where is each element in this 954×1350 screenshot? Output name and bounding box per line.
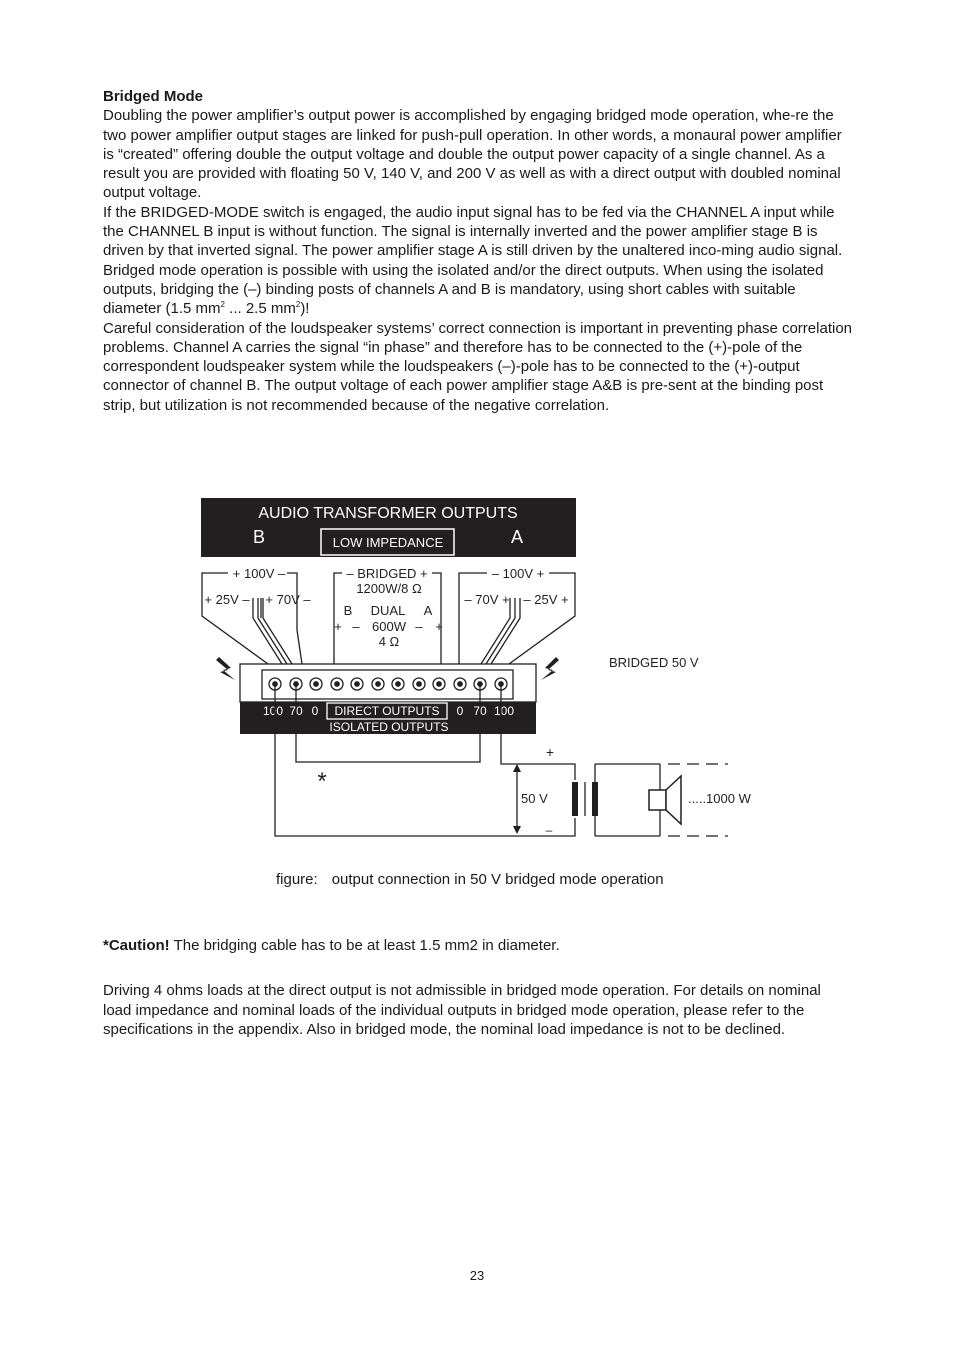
closing-paragraph: Driving 4 ohms loads at the direct output is not admissible in bridged mode operation. For details on nominal load impedance and nominal loads of the individual outputs in bridged mode operation, please refer to the specifications in the appendix. Also in bridged mode, the nominal load impedance is not to be declined.	[103, 982, 821, 1038]
header-b: B	[253, 527, 266, 547]
caution-note	[103, 937, 560, 954]
voltage-arrow-top	[513, 764, 521, 772]
dual-minus-left: –	[352, 619, 360, 634]
term-right-70: 70	[473, 704, 487, 718]
dual-minus-right: –	[415, 619, 423, 634]
header-a: A	[511, 527, 524, 547]
speaker-cone-icon	[666, 776, 681, 824]
paragraph-1: Doubling the power amplifier’s output power is accomplished by engaging bridged mode operation, whe-re the two power amplifier output stages are linked for push-pull operation. In other words, a monaural power amplifier is “created” offering double the output voltage and double the output power capacity of a single channel. As a result you are provided with floating 50 V, 140 V, and 200 V as well as with a direct output with doubled nominal output voltage.	[103, 107, 842, 202]
dual-label: DUAL	[370, 603, 406, 618]
page-number: 23	[469, 1268, 485, 1283]
dual-a-label: A	[423, 603, 433, 618]
term-left-0: 0	[311, 704, 319, 718]
lightning-right-icon	[541, 657, 559, 680]
speaker-icon	[649, 790, 666, 810]
paragraph-3: Careful consideration of the loudspeaker systems’ correct connection is important in preventing phase correlation problems. Channel A carries the signal “in phase” and therefore has to be connected to the (+)-pole of the correspondent loudspeaker system while the loudspeakers (–)-pole has to be connected to the (+)-output connector of channel B. The output voltage of each power amplifier stage A&B is pre-sent at the binding post strip, but utilization is not recommended because of the negative correlation.	[103, 319, 853, 414]
lightning-left-icon	[216, 657, 235, 680]
isolated-outputs-label: ISOLATED OUTPUTS	[329, 720, 449, 734]
b-70v-label: + 70V –	[265, 592, 311, 607]
bridged-rating: 1200W/8 Ω	[356, 581, 422, 596]
transformer-primary	[572, 782, 578, 816]
figure-caption: figure: output connection in 50 V bridged mode operation	[276, 871, 664, 888]
dual-plus-left: +	[334, 619, 342, 634]
voltage-arrow-bottom	[513, 826, 521, 834]
b-25v-label: + 25V –	[204, 592, 250, 607]
transformer-secondary	[592, 782, 598, 816]
plus-label: +	[545, 744, 555, 760]
caution-text: The bridging cable has to be at least 1.5 mm2 in diameter.	[169, 937, 560, 954]
direct-outputs-label: DIRECT OUTPUTS	[334, 704, 440, 718]
term-left-70: 70	[289, 704, 303, 718]
paragraph-2: If the BRIDGED-MODE switch is engaged, the audio input signal has to be fed via the CHANNEL A input while the CHANNEL B input is without function. The signal is internally inverted and the power amplifier stage B is driven by that inverted signal. The power amplifier stage A is still driven by the unaltered inco-ming audio signal. Bridged mode operation is possible with using the isolated and/or the direct outputs. When using the isolated outputs, bridging the (–) binding posts of channels A and B is mandatory, using short cables with suitable diameter (1.5 $mm^2$ ... 2.5 $mm^2$)!	[103, 203, 843, 318]
dual-plus-right: +	[435, 619, 443, 634]
low-impedance-label: LOW IMPEDANCE	[332, 535, 444, 550]
a-70v-label: – 70V +	[464, 592, 510, 607]
header-title: AUDIO TRANSFORMER OUTPUTS	[258, 505, 518, 522]
bridged-50v-label: BRIDGED 50 V	[609, 655, 699, 670]
term-left-100: 100	[262, 704, 284, 718]
b-100v-label: + 100V –	[232, 566, 286, 581]
a-25v-label: – 25V +	[523, 592, 569, 607]
voltage-label: 50 V	[521, 791, 548, 806]
term-right-100: 100	[493, 704, 515, 718]
section-heading: Bridged Mode	[103, 88, 203, 105]
dual-600w: 600W	[372, 619, 406, 634]
asterisk-mark: *	[317, 768, 327, 795]
caution-label: *Caution!	[103, 937, 170, 954]
term-right-0: 0	[456, 704, 464, 718]
bridged-label: – BRIDGED +	[346, 566, 428, 581]
dual-b-label: B	[343, 603, 353, 618]
a-100v-label: – 100V +	[491, 566, 545, 581]
speaker-power-label: .....1000 W	[688, 791, 751, 806]
dual-4ohm: 4 Ω	[378, 634, 400, 649]
minus-label: –	[545, 823, 553, 837]
